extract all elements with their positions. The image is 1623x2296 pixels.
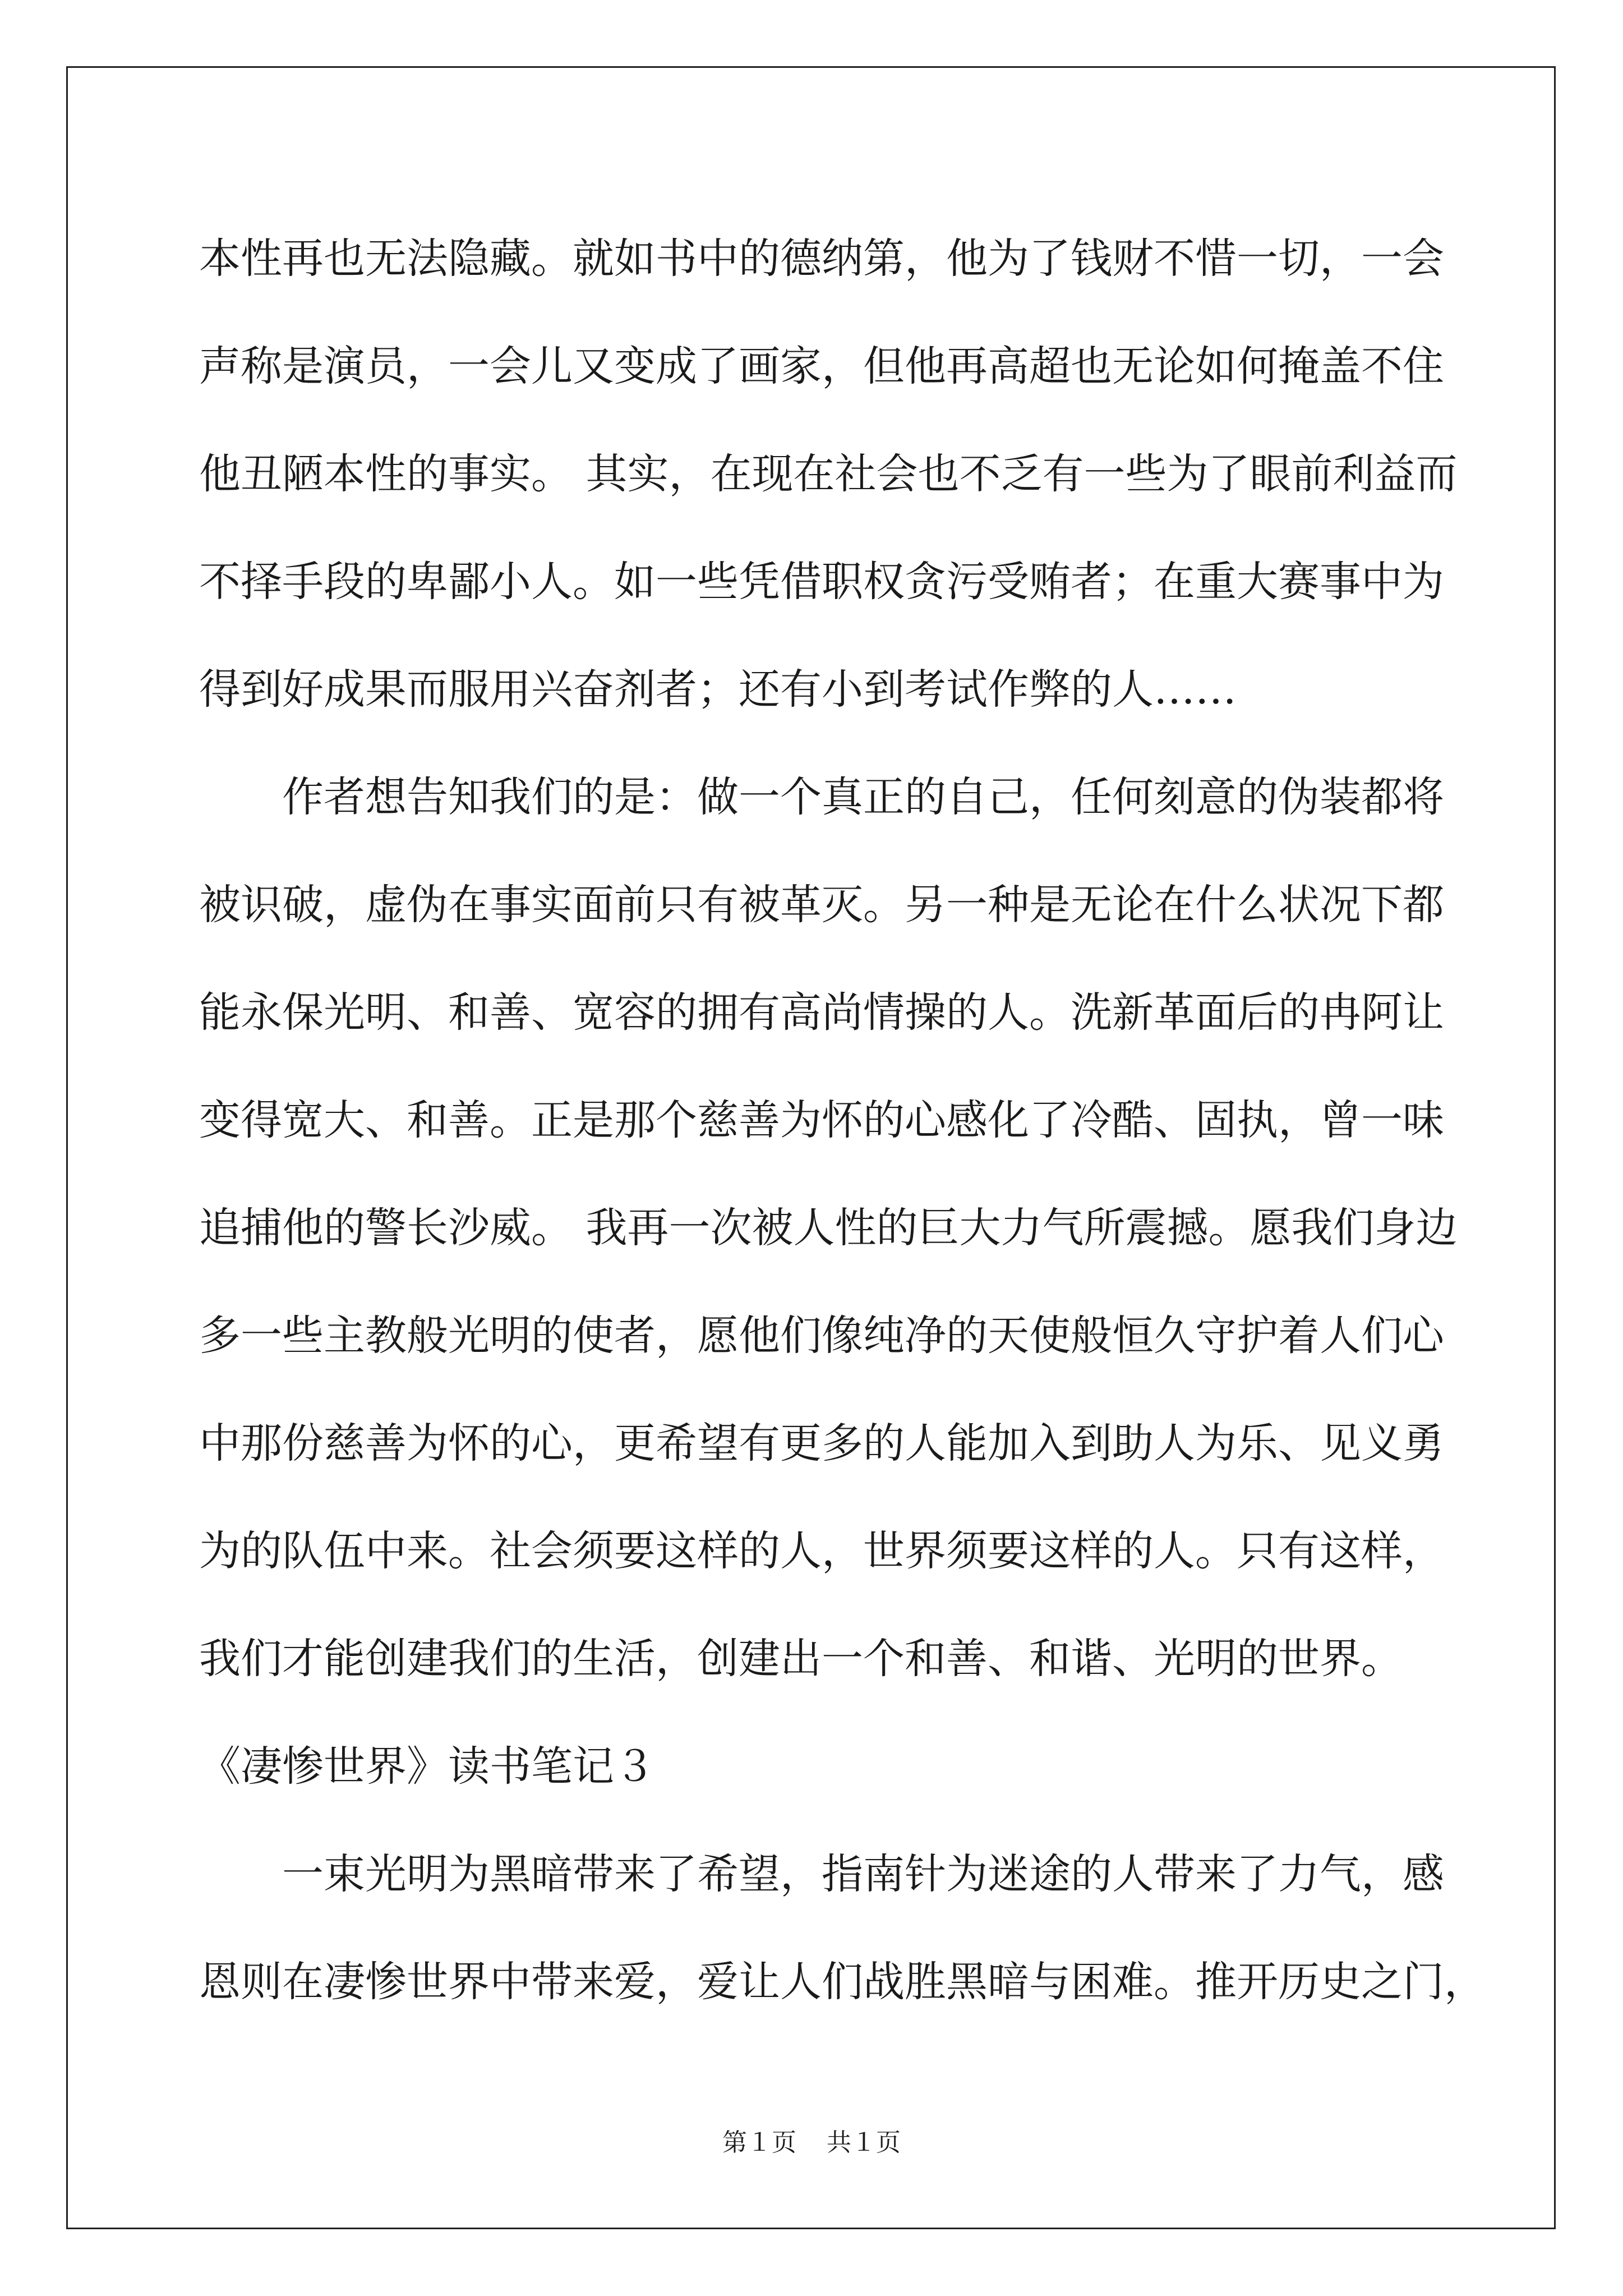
page-number: 第１页	[722, 2128, 796, 2157]
text-line: 中那份慈善为怀的心，更希望有更多的人能加入到助人为乐、见义勇	[199, 1419, 1444, 1467]
text-line: 本性再也无法隐藏。就如书中的德纳第，他为了钱财不惜一切，一会	[199, 234, 1444, 283]
text-line: 他丑陋本性的事实。 其实，在现在社会也不乏有一些为了眼前利益而	[199, 450, 1458, 498]
text-line: 得到好成果而服用兴奋剂者；还有小到考试作弊的人……	[199, 665, 1237, 714]
text-line: 能永保光明、和善、宽容的拥有高尚情操的人。洗新革面后的冉阿让	[199, 988, 1444, 1037]
text-line: 一束光明为黑暗带来了希望，指南针为迷途的人带来了力气，感	[282, 1850, 1444, 1898]
text-line: 不择手段的卑鄙小人。如一些凭借职权贪污受贿者；在重大赛事中为	[199, 558, 1444, 606]
page-footer	[0, 2126, 1623, 2160]
text-line: 被识破，虚伪在事实面前只有被革灭。另一种是无论在什么状况下都	[199, 881, 1444, 929]
page-total: 共１页	[827, 2128, 901, 2157]
text-line: 恩则在凄惨世界中带来爱，爱让人们战胜黑暗与困难。推开历史之门，	[199, 1958, 1486, 2006]
text-line: 为的队伍中来。社会须要这样的人，世界须要这样的人。只有这样，	[199, 1527, 1444, 1575]
text-line: 多一些主教般光明的使者，愿他们像纯净的天使般恒久守护着人们心	[199, 1312, 1444, 1360]
text-line: 变得宽大、和善。正是那个慈善为怀的心感化了冷酷、固执，曾一味	[199, 1096, 1444, 1144]
section-heading: 《凄惨世界》读书笔记３	[199, 1742, 656, 1791]
text-line: 声称是演员，一会儿又变成了画家，但他再高超也无论如何掩盖不住	[199, 342, 1444, 390]
text-line: 作者想告知我们的是：做一个真正的自己，任何刻意的伪装都将	[282, 773, 1444, 821]
document-body	[199, 205, 1486, 2036]
text-line: 我们才能创建我们的生活，创建出一个和善、和谐、光明的世界。	[199, 1635, 1403, 1683]
text-line: 追捕他的警长沙威。 我再一次被人性的巨大力气所震撼。愿我们身边	[199, 1204, 1458, 1252]
